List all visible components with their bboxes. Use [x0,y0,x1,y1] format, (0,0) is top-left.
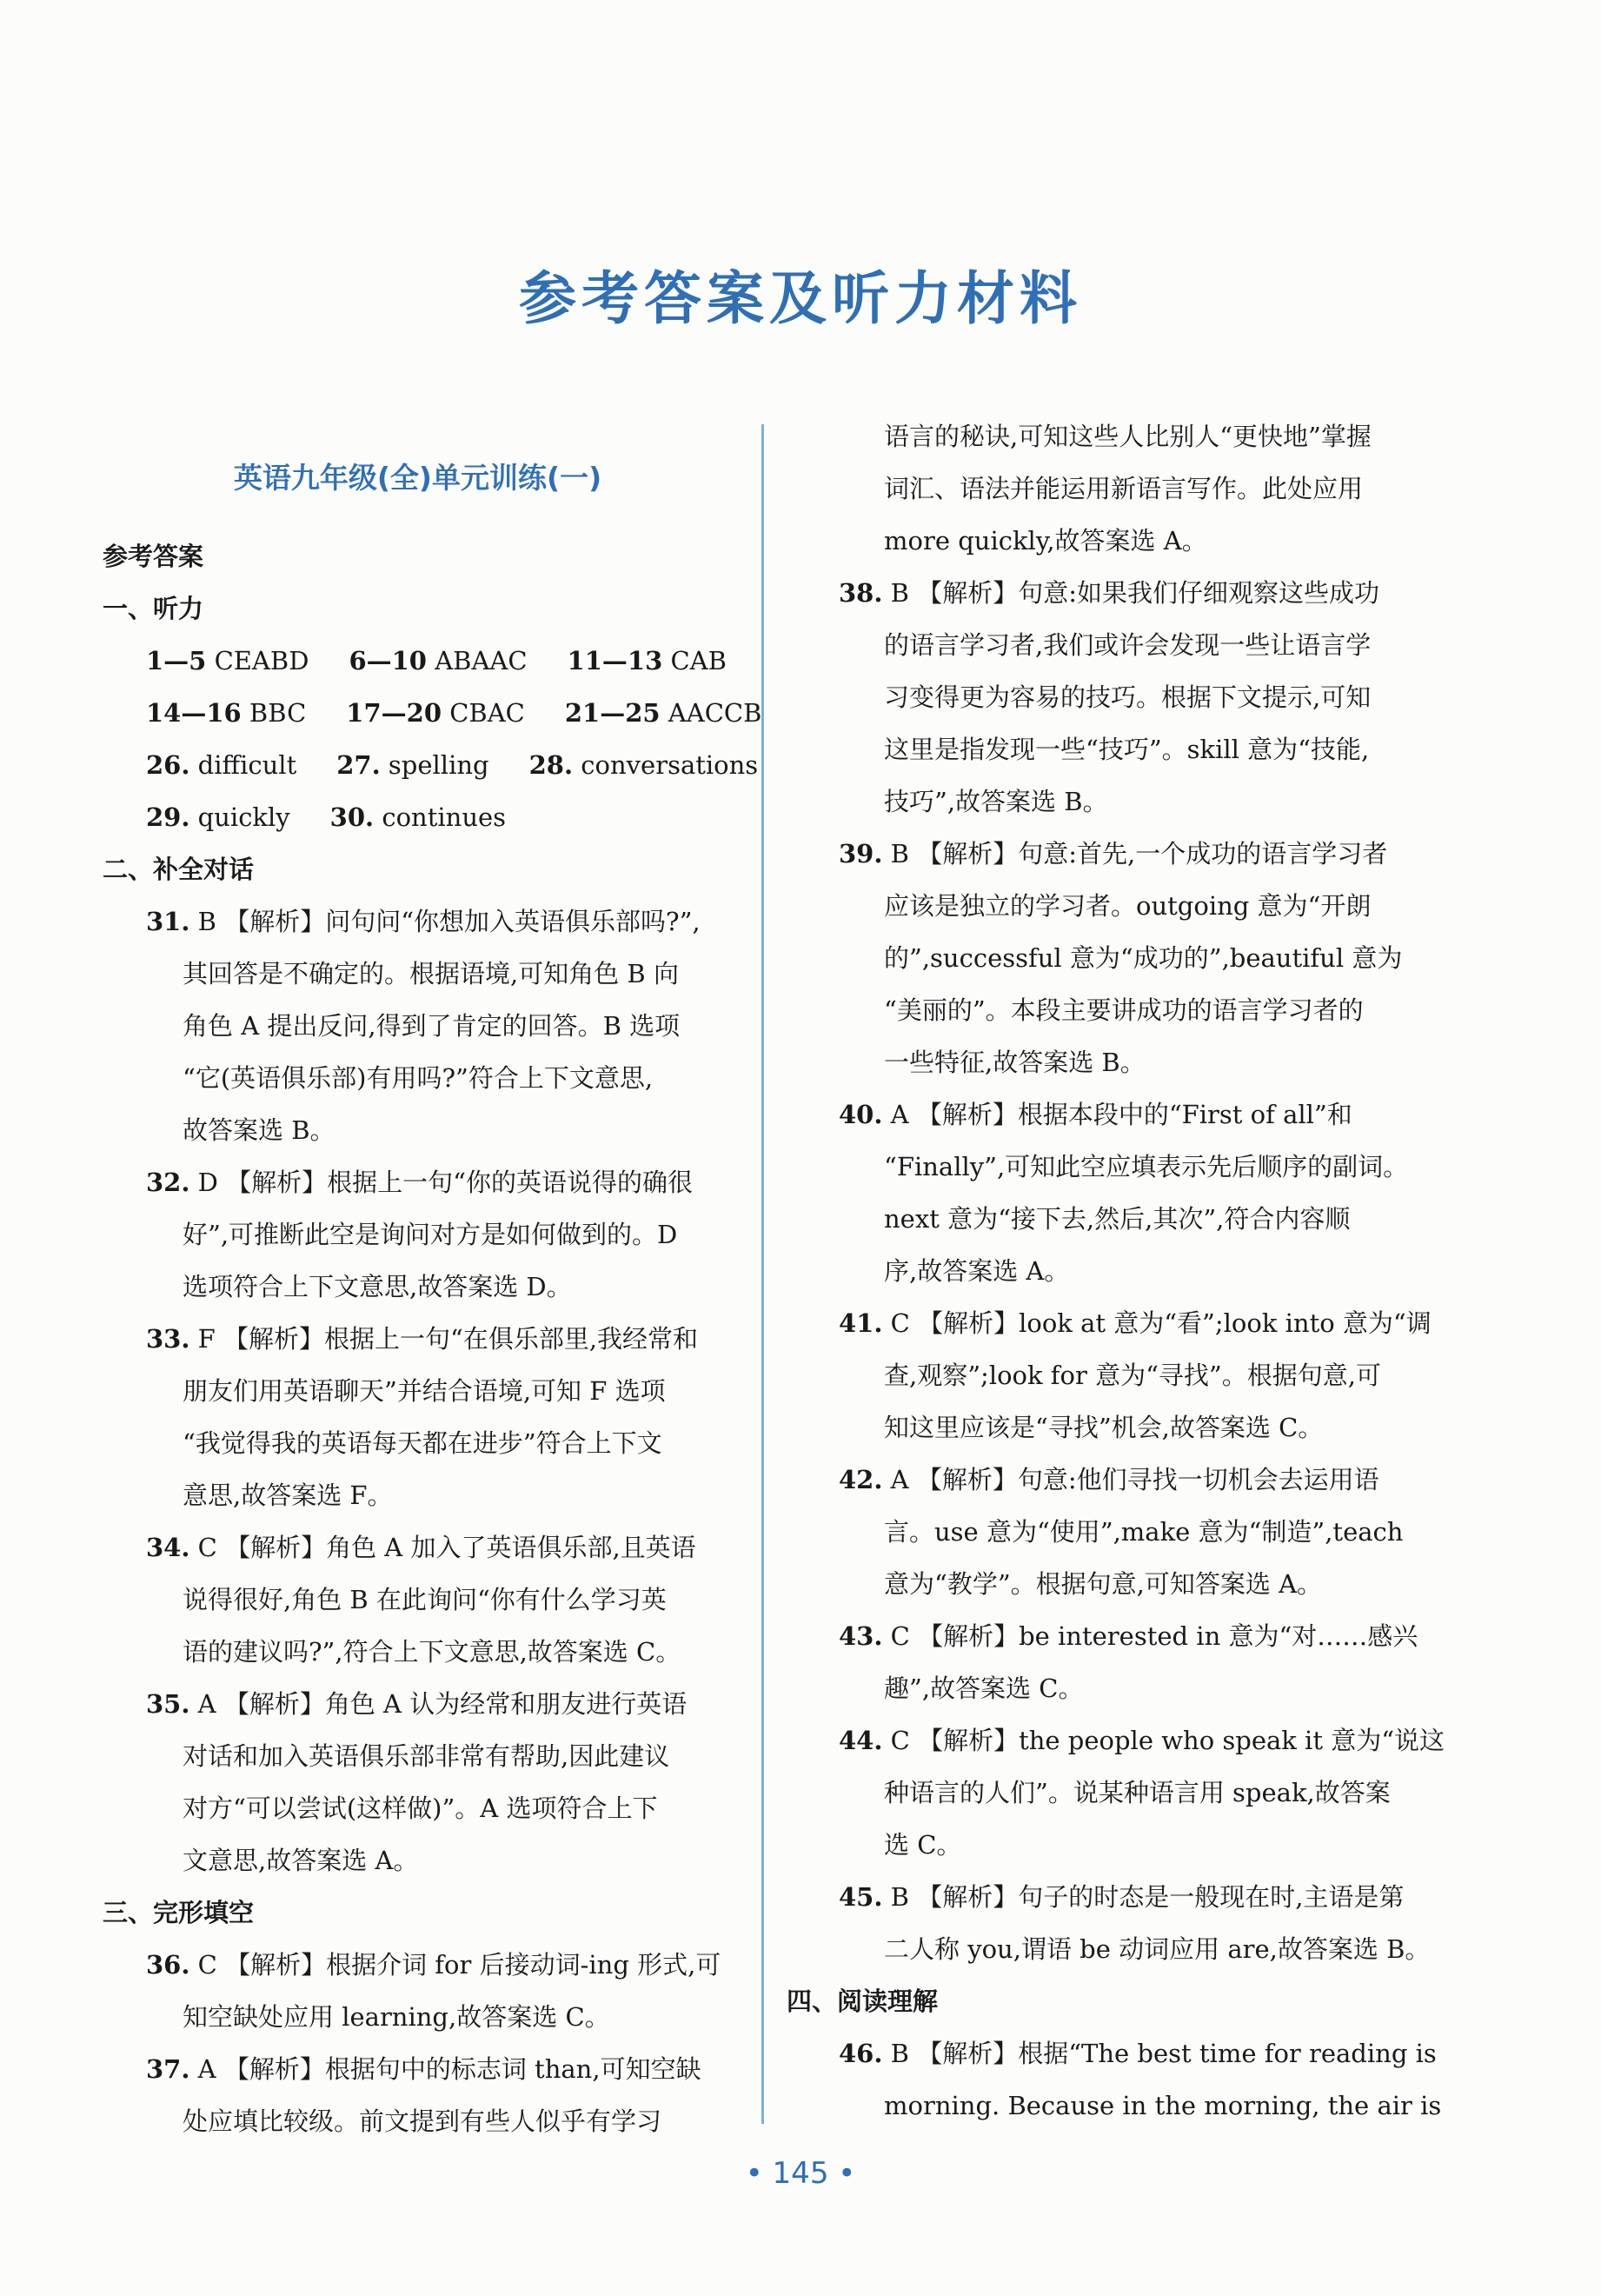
answer-item-line: next 意为“接下去,然后,其次”,符合内容顺 [884,1204,1351,1234]
section-dialogue: 二、补全对话 [103,855,255,884]
answer-item-first-line: 41. C 【解析】look at 意为“看”;look into 意为“调 [839,1308,1432,1338]
answer-item-line: 技巧”,故答案选 B。 [884,787,1108,816]
answer-item [787,1088,1434,1297]
question-number: 34. [146,1533,190,1562]
answer-item-line: 种语言的人们”。说某种语言用 speak,故答案 [884,1778,1391,1807]
question-number: 45. [839,1882,883,1912]
answer-item [103,1939,733,2043]
answer-item-line: 序,故答案选 A。 [884,1256,1070,1286]
answer-item-first-line: 45. B 【解析】句子的时态是一般现在时,主语是第 [839,1882,1405,1912]
listening-answer: 30. continues [329,802,507,832]
continued-line: 词汇、语法并能运用新语言写作。此处应用 [884,474,1364,503]
section-listening: 一、听力 [103,594,204,623]
question-number: 41. [839,1308,883,1338]
answer-item [103,1678,733,1887]
question-number: 40. [839,1100,883,1129]
unit-title: 英语九年级(全)单元训练(一) [233,461,602,495]
answer-item-first-line: 32. D 【解析】根据上一句“你的英语说得的确很 [146,1168,693,1197]
answer-item [787,567,1434,828]
answer-item-line: “我觉得我的英语每天都在进步”符合上下文 [183,1428,662,1458]
answer-item-first-line: 38. B 【解析】句意:如果我们仔细观察这些成功 [839,578,1379,608]
answer-item-line: 语的建议吗?”,符合上下文意思,故答案选 C。 [183,1637,681,1667]
answer-item-line: 对方“可以尝试(这样做)”。A 选项符合上下 [183,1794,658,1823]
listening-answer: 17—20 CBAC [346,698,525,728]
answer-item-first-line: 43. C 【解析】be interested in 意为“对……感兴 [839,1621,1418,1651]
listening-answer: 1—5 CEABD [146,646,309,675]
question-number: 46. [839,2039,883,2068]
column-divider [761,424,764,2124]
answer-item-line: 趣”,故答案选 C。 [884,1674,1084,1703]
answer-item-first-line: 40. A 【解析】根据本段中的“First of all”和 [839,1100,1352,1129]
answer-item-line: 知空缺处应用 learning,故答案选 C。 [183,2002,610,2032]
question-number: 43. [839,1621,883,1651]
answer-item-line: 的语言学习者,我们或许会发现一些让语言学 [884,630,1372,660]
answer-item-first-line: 39. B 【解析】句意:首先,一个成功的语言学习者 [839,839,1388,868]
cloze-answers-right [787,567,1445,1975]
answer-item [787,1297,1434,1454]
answer-item-first-line: 35. A 【解析】角色 A 认为经常和朋友进行英语 [146,1689,688,1719]
answer-item-line: 习变得更为容易的技巧。根据下文提示,可知 [884,682,1372,712]
continued-line: more quickly,故答案选 A。 [884,526,1207,556]
answer-item [103,1521,733,1678]
listening-row [103,687,762,739]
answer-item-line: 选项符合上下文意思,故答案选 D。 [183,1272,572,1301]
answer-item-line: 意思,故答案选 F。 [183,1481,393,1510]
answer-item-line: 这里是指发现一些“技巧”。skill 意为“技能, [884,735,1370,764]
answer-item-line: 言。use 意为“使用”,make 意为“制造”,teach [884,1517,1404,1547]
answer-item-line: “Finally”,可知此空应填表示先后顺序的副词。 [884,1152,1409,1181]
answer-item [787,1714,1445,1871]
answer-item [103,1156,733,1313]
continued-line: 语言的秘诀,可知这些人比别人“更快地”掌握 [884,422,1372,451]
question-number: 42. [839,1465,883,1494]
question-number: 35. [146,1689,190,1719]
answer-item-first-line: 46. B 【解析】根据“The best time for reading is [839,2039,1437,2068]
answer-item-line: “它(英语俱乐部)有用吗?”符合上下文意思, [183,1063,654,1093]
answer-item-first-line: 33. F 【解析】根据上一句“在俱乐部里,我经常和 [146,1324,699,1354]
answer-item-line: 查,观察”;look for 意为“寻找”。根据句意,可 [884,1361,1381,1390]
left-column [103,417,762,2147]
question-number: 38. [839,578,883,608]
listening-row [103,739,759,791]
answer-item [787,828,1434,1088]
question-number: 44. [839,1726,883,1755]
listening-answers [103,635,762,843]
page-title: 参考答案及听力材料 [519,265,1082,332]
answer-item-line: morning. Because in the morning, the air is [884,2091,1442,2120]
answer-item-line: 角色 A 提出反问,得到了肯定的回答。B 选项 [183,1011,681,1041]
answer-item-line: 其回答是不确定的。根据语境,可知角色 B 向 [183,959,679,988]
section-cloze: 三、完形填空 [103,1898,255,1927]
answer-item-line: 文意思,故答案选 A。 [183,1846,419,1875]
listening-answer: 11—13 CAB [567,646,727,675]
listening-answer: 27. spelling [336,750,489,780]
answer-item-line: 对话和加入英语俱乐部非常有帮助,因此建议 [183,1741,670,1771]
listening-row [103,791,733,843]
dialogue-answers [103,895,733,1887]
answer-item [787,1871,1434,1975]
answer-item-line: 选 C。 [884,1830,962,1860]
listening-answer: 21—25 AACCB [564,698,762,728]
answer-item-first-line: 36. C 【解析】根据介词 for 后接动词-ing 形式,可 [146,1950,721,1980]
answer-item [787,1454,1434,1610]
answer-item-first-line: 42. A 【解析】句意:他们寻找一切机会去运用语 [839,1465,1379,1494]
reading-answers [787,2027,1442,2132]
question-number: 36. [146,1950,190,1980]
listening-answer: 26. difficult [146,750,297,780]
cloze-answers-left [103,1939,733,2147]
continued-explanation [787,410,1434,567]
answer-item-line: 的”,successful 意为“成功的”,beautiful 意为 [884,943,1403,973]
section-reading: 四、阅读理解 [787,1987,939,2016]
answer-item [103,1313,733,1521]
question-number: 33. [146,1324,190,1354]
answers-heading: 参考答案 [103,542,204,571]
listening-answer: 29. quickly [146,802,290,832]
answer-item-first-line: 34. C 【解析】角色 A 加入了英语俱乐部,且英语 [146,1533,696,1562]
answer-item-first-line: 37. A 【解析】根据句中的标志词 than,可知空缺 [146,2054,701,2084]
answer-item-line: “美丽的”。本段主要讲成功的语言学习者的 [884,995,1364,1025]
answer-item [103,2043,733,2147]
answer-item-line: 一些特征,故答案选 B。 [884,1048,1146,1077]
answer-item-line: 说得很好,角色 B 在此询问“你有什么学习英 [183,1585,667,1614]
question-number: 39. [839,839,883,868]
answer-item-first-line: 31. B 【解析】问句问“你想加入英语俱乐部吗?”, [146,907,701,936]
page-number: • 145 • [745,2156,856,2191]
answer-item-line: 知这里应该是“寻找”机会,故答案选 C。 [884,1413,1324,1442]
answer-item-line: 二人称 you,谓语 be 动词应用 are,故答案选 B。 [884,1934,1431,1964]
right-column [787,410,1445,2132]
answer-item-line: 应该是独立的学习者。outgoing 意为“开朗 [884,891,1372,921]
question-number: 37. [146,2054,190,2084]
answer-item [787,1610,1434,1714]
answer-item [103,895,733,1156]
answer-item-first-line: 44. C 【解析】the people who speak it 意为“说这 [839,1726,1445,1755]
question-number: 32. [146,1168,190,1197]
answer-item-line: 故答案选 B。 [183,1115,335,1145]
answer-item-line: 好”,可推断此空是询问对方是如何做到的。D [183,1220,678,1249]
listening-answer: 6—10 ABAAC [349,646,528,675]
answer-item-line: 朋友们用英语聊天”并结合语境,可知 F 选项 [183,1376,666,1406]
listening-answer: 28. conversations [528,750,759,780]
question-number: 31. [146,907,190,936]
listening-answer: 14—16 BBC [146,698,307,728]
answer-item-line: 处应填比较级。前文提到有些人似乎有学习 [183,2106,662,2136]
answer-item-line: 意为“教学”。根据句意,可知答案选 A。 [884,1569,1323,1599]
listening-row [103,635,733,687]
answer-item [787,2027,1442,2132]
